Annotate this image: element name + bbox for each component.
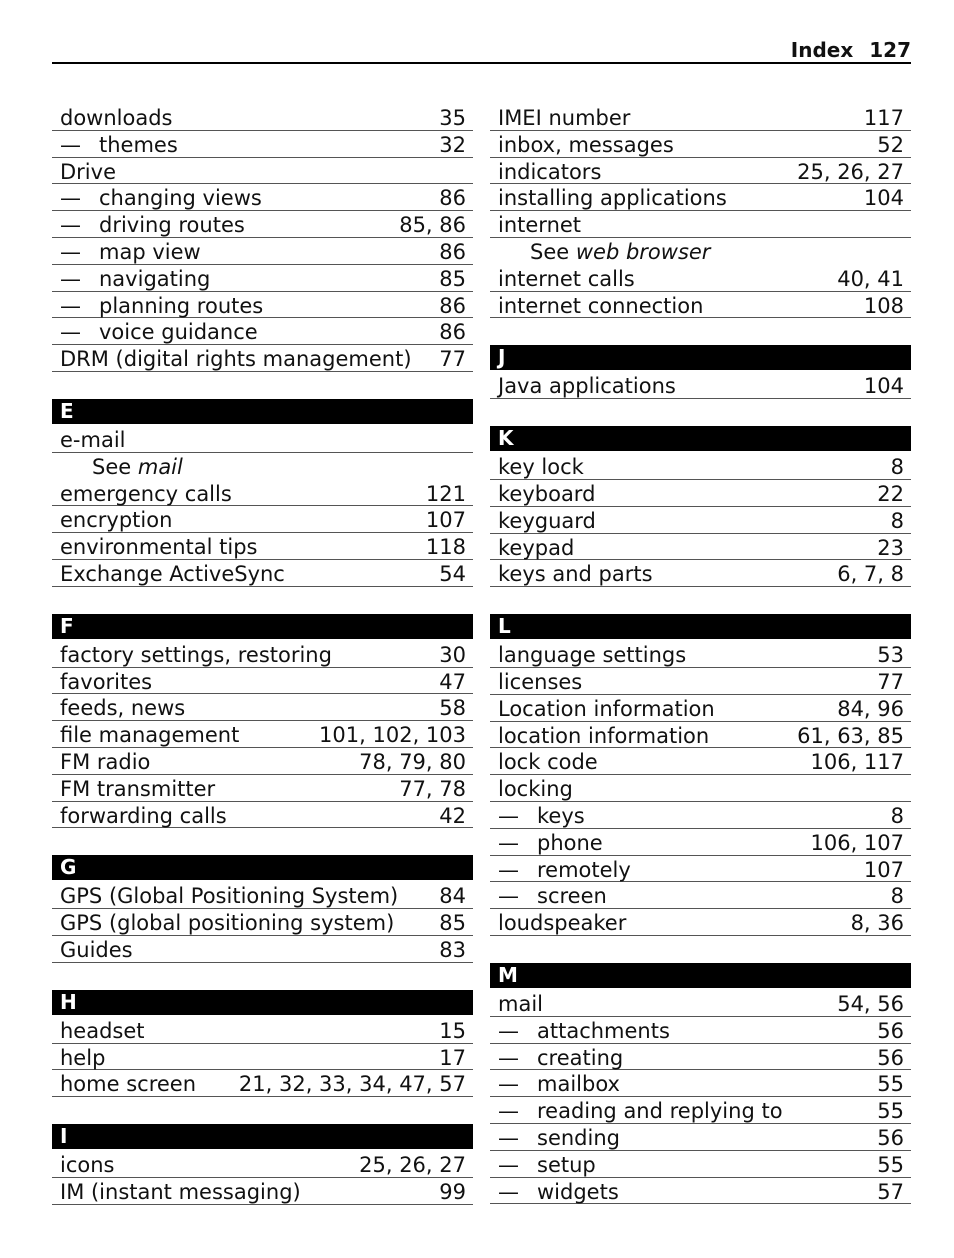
entry-term: — planning routes [60, 292, 263, 318]
entry-pages: 86 [439, 320, 466, 345]
entry-term: favorites [60, 669, 153, 694]
index-subentry [52, 265, 473, 292]
index-entry [52, 158, 473, 185]
entry-pages: 61, 63, 85 [797, 723, 904, 748]
entry-term: FM transmitter [60, 776, 216, 801]
index-entry [52, 1070, 473, 1097]
index-entry [490, 775, 911, 802]
index-subentry [52, 184, 473, 211]
entry-pages: 8 [890, 455, 904, 480]
index-subentry [490, 1044, 911, 1071]
entry-term: key lock [498, 455, 584, 480]
entry-term: — driving routes [60, 211, 245, 237]
index-entry [490, 534, 911, 561]
entry-term: language settings [498, 643, 687, 668]
entry-term: feeds, news [60, 696, 186, 721]
entry-pages: 54 [439, 561, 466, 586]
entry-term: — reading and replying to [498, 1097, 783, 1123]
section-letter-header: F [52, 614, 473, 639]
entry-pages: 84 [439, 884, 466, 909]
entry-term: — remotely [498, 856, 631, 882]
entry-term: location information [498, 723, 710, 748]
section-letter-header: H [52, 990, 473, 1015]
see-label: See [92, 454, 132, 479]
index-section [52, 614, 473, 829]
index-entry [490, 909, 911, 936]
entry-pages: 15 [439, 1018, 466, 1043]
entry-term: — mailbox [498, 1070, 620, 1096]
entry-pages: 55 [877, 1072, 904, 1097]
section-letter-header: J [490, 345, 911, 370]
entry-pages: 8 [890, 508, 904, 533]
index-entry [52, 1044, 473, 1071]
index-entry [490, 695, 911, 722]
entry-term: Java applications [498, 374, 676, 399]
index-section [52, 990, 473, 1097]
index-subentry [52, 292, 473, 319]
entry-pages: 106, 107 [810, 830, 904, 855]
index-section [52, 399, 473, 587]
entry-pages: 23 [877, 535, 904, 560]
see-label: See [530, 239, 570, 264]
entry-pages: 121 [425, 481, 466, 506]
index-entry [490, 641, 911, 668]
index-subentry [490, 802, 911, 829]
entry-pages: 53 [877, 643, 904, 668]
section-letter-header: G [52, 855, 473, 880]
entry-term: keyguard [498, 508, 596, 533]
entry-pages: 8 [890, 884, 904, 909]
index-section [52, 104, 473, 372]
entry-term: — changing views [60, 184, 262, 210]
entry-term: — keys [498, 802, 585, 828]
index-entry [52, 480, 473, 507]
entry-pages: 47 [439, 669, 466, 694]
entry-term: Exchange ActiveSync [60, 561, 285, 586]
entry-term: keyboard [498, 481, 596, 506]
entry-pages: 42 [439, 803, 466, 828]
index-entry [52, 506, 473, 533]
entry-pages: 55 [877, 1099, 904, 1124]
entry-pages: 35 [439, 106, 466, 130]
index-subentry [52, 238, 473, 265]
index-entry [490, 184, 911, 211]
page-number: 127 [869, 38, 911, 62]
entry-term: lock code [498, 750, 598, 775]
index-subentry [490, 1151, 911, 1178]
entry-pages: 84, 96 [837, 696, 904, 721]
entry-pages: 52 [877, 132, 904, 157]
index-subentry [490, 1178, 911, 1205]
entry-term: keys and parts [498, 562, 653, 587]
entry-term: — phone [498, 829, 603, 855]
entry-pages: 85, 86 [399, 213, 466, 238]
entry-term: — themes [60, 131, 178, 157]
index-entry [52, 426, 473, 453]
entry-term: IMEI number [498, 106, 631, 130]
index-entry [52, 1017, 473, 1044]
section-letter-header: L [490, 614, 911, 639]
entry-term: — navigating [60, 265, 210, 291]
entry-term: headset [60, 1018, 145, 1043]
index-section [490, 426, 911, 587]
entry-pages: 17 [439, 1045, 466, 1070]
entry-pages: 30 [439, 642, 466, 667]
entry-term: — setup [498, 1151, 596, 1177]
index-subentry [52, 131, 473, 158]
index-entry [490, 211, 911, 238]
entry-term: encryption [60, 508, 173, 533]
section-letter-header: E [52, 399, 473, 424]
entry-pages: 108 [863, 293, 904, 318]
entry-pages: 55 [877, 1152, 904, 1177]
entry-term: licenses [498, 669, 583, 694]
entry-term: — attachments [498, 1017, 670, 1043]
entry-term: IM (instant messaging) [60, 1179, 301, 1204]
entry-term: internet [498, 213, 582, 238]
index-entry [52, 694, 473, 721]
index-section [490, 345, 911, 399]
page-header [52, 36, 911, 64]
entry-pages: 54, 56 [837, 991, 904, 1016]
entry-pages: 56 [877, 1018, 904, 1043]
entry-term: loudspeaker [498, 911, 627, 936]
index-entry [52, 560, 473, 587]
index-subentry [52, 318, 473, 345]
index-entry [490, 292, 911, 319]
index-entry [52, 936, 473, 963]
entry-term: inbox, messages [498, 132, 674, 157]
entry-term: forwarding calls [60, 803, 227, 828]
index-entry [490, 507, 911, 534]
entry-pages: 25, 26, 27 [797, 159, 904, 184]
entry-pages: 8, 36 [850, 911, 904, 936]
index-entry [52, 668, 473, 695]
see-text [60, 453, 183, 480]
index-subentry [490, 1097, 911, 1124]
entry-term: indicators [498, 159, 602, 184]
entry-pages: 101, 102, 103 [319, 723, 466, 748]
index-subentry [490, 1070, 911, 1097]
entry-term: keypad [498, 535, 575, 560]
entry-term: e-mail [60, 427, 126, 452]
index-entry [52, 104, 473, 131]
entry-term: help [60, 1045, 106, 1070]
section-letter-header: I [52, 1124, 473, 1149]
see-target: web browser [575, 239, 711, 264]
entry-pages: 56 [877, 1045, 904, 1070]
index-section [490, 963, 911, 1204]
entry-pages: 40, 41 [837, 266, 904, 291]
entry-pages: 85 [439, 911, 466, 936]
entry-pages: 107 [863, 857, 904, 882]
entry-term: locking [498, 777, 573, 802]
section-letter-header: K [490, 426, 911, 451]
entry-term: internet calls [498, 266, 635, 291]
index-subentry [490, 882, 911, 909]
index-entry [490, 748, 911, 775]
index-entry [490, 104, 911, 131]
entry-pages: 106, 117 [810, 750, 904, 775]
entry-pages: 83 [439, 937, 466, 962]
entry-pages: 25, 26, 27 [359, 1153, 466, 1178]
index-subentry [52, 211, 473, 238]
entry-term: — map view [60, 238, 201, 264]
entry-term: — creating [498, 1044, 623, 1070]
entry-term: — widgets [498, 1178, 619, 1204]
entry-pages: 107 [425, 508, 466, 533]
entry-pages: 118 [425, 535, 466, 560]
index-entry [52, 1151, 473, 1178]
entry-pages: 78, 79, 80 [359, 749, 466, 774]
entry-term: mail [498, 991, 543, 1016]
entry-term: Guides [60, 937, 133, 962]
index-entry [52, 345, 473, 372]
entry-term: Drive [60, 159, 116, 184]
index-subentry [490, 1124, 911, 1151]
entry-term: DRM (digital rights management) [60, 347, 412, 372]
entry-pages: 58 [439, 696, 466, 721]
entry-term: Location information [498, 696, 715, 721]
entry-pages: 86 [439, 293, 466, 318]
index-subentry [490, 829, 911, 856]
section-letter-header: M [490, 963, 911, 988]
index-section [52, 855, 473, 962]
index-entry [52, 748, 473, 775]
see-text [498, 238, 710, 265]
entry-pages: 77 [439, 347, 466, 372]
index-entry [490, 131, 911, 158]
index-column-right [490, 104, 911, 1204]
entry-pages: 77 [877, 669, 904, 694]
index-section [490, 614, 911, 936]
index-entry [52, 641, 473, 668]
index-entry [490, 722, 911, 749]
index-entry [52, 1178, 473, 1205]
entry-term: emergency calls [60, 481, 232, 506]
index-entry [52, 909, 473, 936]
entry-term: file management [60, 723, 240, 748]
entry-pages: 21, 32, 33, 34, 47, 57 [238, 1072, 466, 1097]
entry-pages: 99 [439, 1179, 466, 1204]
entry-pages: 56 [877, 1125, 904, 1150]
index-entry [490, 265, 911, 292]
index-subentry [490, 1017, 911, 1044]
index-entry [490, 480, 911, 507]
entry-pages: 8 [890, 803, 904, 828]
index-entry [490, 560, 911, 587]
entry-term: downloads [60, 106, 173, 130]
see-target: mail [137, 454, 183, 479]
entry-pages: 117 [863, 106, 904, 130]
entry-pages: 104 [863, 186, 904, 211]
index-entry [52, 882, 473, 909]
index-entry [490, 453, 911, 480]
index-subentry [490, 856, 911, 883]
entry-term: internet connection [498, 293, 704, 318]
index-section [52, 1124, 473, 1205]
entry-term: — voice guidance [60, 318, 258, 344]
index-entry [52, 802, 473, 829]
entry-pages: 85 [439, 266, 466, 291]
entry-term: factory settings, restoring [60, 642, 332, 667]
index-entry [490, 158, 911, 185]
entry-pages: 86 [439, 239, 466, 264]
entry-pages: 6, 7, 8 [837, 562, 904, 587]
index-entry [490, 372, 911, 399]
entry-term: GPS (Global Positioning System) [60, 884, 399, 909]
entry-term: home screen [60, 1072, 197, 1097]
entry-pages: 77, 78 [399, 776, 466, 801]
index-entry [52, 533, 473, 560]
index-entry [52, 721, 473, 748]
entry-pages: 22 [877, 481, 904, 506]
entry-term: environmental tips [60, 535, 258, 560]
header-text [791, 38, 911, 62]
entry-term: GPS (global positioning system) [60, 911, 395, 936]
entry-term: icons [60, 1153, 115, 1178]
index-column-left [52, 104, 473, 1205]
entry-pages: 32 [439, 132, 466, 157]
index-section [490, 104, 911, 318]
index-entry [490, 668, 911, 695]
entry-term: — screen [498, 882, 607, 908]
see-reference [490, 238, 911, 265]
entry-term: installing applications [498, 186, 727, 211]
entry-pages: 104 [863, 374, 904, 399]
entry-pages: 86 [439, 186, 466, 211]
entry-term: — sending [498, 1124, 620, 1150]
entry-term: FM radio [60, 749, 151, 774]
header-label: Index [790, 38, 854, 62]
index-entry [52, 775, 473, 802]
entry-pages: 57 [877, 1179, 904, 1204]
index-entry [490, 990, 911, 1017]
see-reference [52, 453, 473, 480]
